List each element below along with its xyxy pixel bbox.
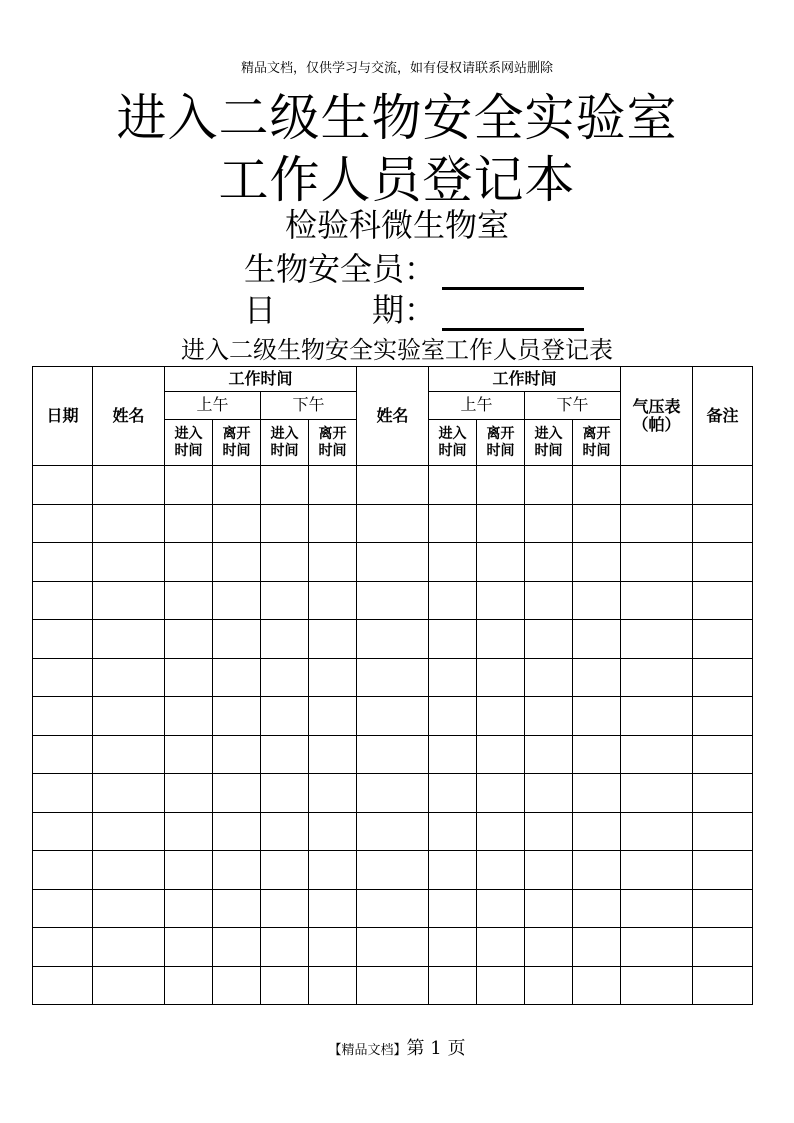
table-cell[interactable]: [261, 851, 309, 890]
table-cell[interactable]: [261, 543, 309, 582]
table-cell[interactable]: [429, 466, 477, 505]
table-cell[interactable]: [477, 928, 525, 967]
table-cell[interactable]: [261, 581, 309, 620]
table-cell[interactable]: [525, 658, 573, 697]
header-leave-time: 离开 时间: [309, 420, 357, 466]
table-cell[interactable]: [693, 735, 753, 774]
table-row: [33, 543, 753, 582]
table-body: [33, 466, 753, 1005]
table-cell[interactable]: [429, 812, 477, 851]
registration-table: [32, 366, 753, 1005]
table-cell[interactable]: [621, 928, 693, 967]
table-cell[interactable]: [525, 966, 573, 1005]
table-cell[interactable]: [261, 466, 309, 505]
table-cell[interactable]: [309, 966, 357, 1005]
header-afternoon-2: 下午: [525, 392, 621, 420]
table-cell[interactable]: [621, 658, 693, 697]
table-cell[interactable]: [165, 620, 213, 659]
header-afternoon-1: 下午: [261, 392, 357, 420]
table-cell[interactable]: [525, 889, 573, 928]
table-cell[interactable]: [33, 697, 93, 736]
table-cell[interactable]: [261, 966, 309, 1005]
table-cell[interactable]: [93, 966, 165, 1005]
table-cell[interactable]: [477, 658, 525, 697]
table-cell[interactable]: [213, 774, 261, 813]
table-cell[interactable]: [693, 504, 753, 543]
table-cell[interactable]: [429, 966, 477, 1005]
table-cell[interactable]: [357, 889, 429, 928]
table-cell[interactable]: [93, 928, 165, 967]
table-cell[interactable]: [477, 504, 525, 543]
table-cell[interactable]: [693, 658, 753, 697]
header-remarks: 备注: [693, 367, 753, 466]
table-cell[interactable]: [213, 697, 261, 736]
table-cell[interactable]: [429, 581, 477, 620]
table-cell[interactable]: [621, 504, 693, 543]
table-cell[interactable]: [213, 543, 261, 582]
table-cell[interactable]: [525, 928, 573, 967]
table-cell[interactable]: [525, 543, 573, 582]
table-cell[interactable]: [309, 889, 357, 928]
table-cell[interactable]: [525, 735, 573, 774]
table-cell[interactable]: [261, 812, 309, 851]
header-pressure: [621, 367, 693, 466]
table-cell[interactable]: [261, 735, 309, 774]
table-row: [33, 966, 753, 1005]
table-cell[interactable]: [309, 774, 357, 813]
table-cell[interactable]: [429, 697, 477, 736]
table-cell[interactable]: [621, 581, 693, 620]
table-cell[interactable]: [357, 851, 429, 890]
table-cell[interactable]: [477, 774, 525, 813]
date-label-part-1: 日: [244, 291, 277, 329]
table-cell[interactable]: [693, 543, 753, 582]
table-cell[interactable]: [429, 658, 477, 697]
table-cell[interactable]: [261, 774, 309, 813]
table-row: [33, 735, 753, 774]
table-cell[interactable]: [33, 928, 93, 967]
table-cell[interactable]: [573, 504, 621, 543]
table-cell[interactable]: [621, 735, 693, 774]
table-cell[interactable]: [33, 774, 93, 813]
table-cell[interactable]: [309, 735, 357, 774]
header-morning-2: 上午: [429, 392, 525, 420]
table-cell[interactable]: [357, 543, 429, 582]
table-cell[interactable]: [429, 889, 477, 928]
table-cell[interactable]: [165, 966, 213, 1005]
table-cell[interactable]: [357, 581, 429, 620]
table-cell[interactable]: [621, 466, 693, 505]
table-cell[interactable]: [93, 735, 165, 774]
table-cell[interactable]: [693, 774, 753, 813]
table-cell[interactable]: [93, 697, 165, 736]
table-cell[interactable]: [213, 581, 261, 620]
table-cell[interactable]: [429, 620, 477, 659]
page-number: 第 1 页: [406, 1038, 466, 1059]
table-cell[interactable]: [93, 620, 165, 659]
table-cell[interactable]: [33, 889, 93, 928]
table-cell[interactable]: [213, 851, 261, 890]
table-cell[interactable]: [213, 658, 261, 697]
table-cell[interactable]: [357, 735, 429, 774]
table-cell[interactable]: [573, 774, 621, 813]
table-cell[interactable]: [357, 504, 429, 543]
header-work-time-2: 工作时间: [429, 367, 621, 392]
table-cell[interactable]: [309, 851, 357, 890]
table-cell[interactable]: [93, 812, 165, 851]
header-leave-time: 离开 时间: [477, 420, 525, 466]
table-cell[interactable]: [693, 620, 753, 659]
table-cell[interactable]: [477, 851, 525, 890]
table-cell[interactable]: [477, 812, 525, 851]
date-label-part-2: 期：: [372, 291, 437, 329]
table-cell[interactable]: [573, 658, 621, 697]
table-cell[interactable]: [573, 620, 621, 659]
table-cell[interactable]: [33, 966, 93, 1005]
table-cell[interactable]: [165, 581, 213, 620]
table-cell[interactable]: [33, 851, 93, 890]
header-enter-time: 进入 时间: [261, 420, 309, 466]
document-title-line-1: 进入二级生物安全实验室: [116, 89, 678, 147]
safety-officer-label: 生物安全员：: [244, 250, 437, 288]
safety-officer-field: [244, 244, 584, 290]
table-row: [33, 928, 753, 967]
table-cell[interactable]: [621, 889, 693, 928]
table-cell[interactable]: [33, 620, 93, 659]
table-cell[interactable]: [309, 658, 357, 697]
table-cell[interactable]: [165, 928, 213, 967]
table-cell[interactable]: [573, 851, 621, 890]
table-cell[interactable]: [33, 581, 93, 620]
table-cell[interactable]: [525, 466, 573, 505]
header-pressure-line-1: 气压表: [632, 396, 681, 416]
table-cell[interactable]: [309, 466, 357, 505]
table-cell[interactable]: [261, 504, 309, 543]
table-cell[interactable]: [33, 658, 93, 697]
table-cell[interactable]: [573, 581, 621, 620]
table-cell[interactable]: [357, 620, 429, 659]
table-row: [33, 851, 753, 890]
table-cell[interactable]: [213, 735, 261, 774]
table-cell[interactable]: [693, 581, 753, 620]
table-cell[interactable]: [33, 735, 93, 774]
table-cell[interactable]: [693, 812, 753, 851]
table-cell[interactable]: [573, 812, 621, 851]
table-cell[interactable]: [165, 812, 213, 851]
table-cell[interactable]: [309, 812, 357, 851]
table-cell[interactable]: [357, 697, 429, 736]
table-cell[interactable]: [165, 851, 213, 890]
table-cell[interactable]: [33, 812, 93, 851]
table-cell[interactable]: [33, 466, 93, 505]
header-enter-time: 进入 时间: [525, 420, 573, 466]
table-row: [33, 889, 753, 928]
table-cell[interactable]: [165, 466, 213, 505]
header-name-2: 姓名: [357, 367, 429, 466]
table-row: [33, 581, 753, 620]
table-cell[interactable]: [621, 774, 693, 813]
header-enter-time: 进入 时间: [165, 420, 213, 466]
table-cell[interactable]: [621, 851, 693, 890]
table-cell[interactable]: [93, 466, 165, 505]
table-cell[interactable]: [693, 889, 753, 928]
table-cell[interactable]: [573, 735, 621, 774]
table-cell[interactable]: [477, 620, 525, 659]
table-cell[interactable]: [477, 697, 525, 736]
header-date: 日期: [33, 367, 93, 466]
table-cell[interactable]: [213, 466, 261, 505]
table-cell[interactable]: [357, 774, 429, 813]
table-cell[interactable]: [525, 581, 573, 620]
table-cell[interactable]: [573, 928, 621, 967]
table-cell[interactable]: [165, 543, 213, 582]
footer-tag: 【精品文档】: [328, 1043, 407, 1058]
table-cell[interactable]: [213, 504, 261, 543]
header-name-1: 姓名: [93, 367, 165, 466]
table-row: [33, 697, 753, 736]
table-cell[interactable]: [309, 928, 357, 967]
table-cell[interactable]: [261, 928, 309, 967]
table-cell[interactable]: [693, 697, 753, 736]
header-pressure-line-2: （帕）: [632, 415, 681, 434]
table-cell[interactable]: [429, 774, 477, 813]
table-cell[interactable]: [429, 543, 477, 582]
table-cell[interactable]: [525, 774, 573, 813]
page-footer: [0, 1034, 794, 1060]
table-cell[interactable]: [93, 581, 165, 620]
header-morning-1: 上午: [165, 392, 261, 420]
date-blank-line: [442, 292, 584, 331]
table-cell[interactable]: [309, 504, 357, 543]
table-cell[interactable]: [429, 504, 477, 543]
date-field: [244, 285, 584, 331]
watermark-text: 精品文档，仅供学习与交流，如有侵权请联系网站删除: [240, 61, 553, 76]
header-leave-time: 离开 时间: [213, 420, 261, 466]
table-cell[interactable]: [525, 851, 573, 890]
document-title-line-2: 工作人员登记本: [218, 151, 576, 209]
table-cell[interactable]: [477, 889, 525, 928]
table-cell[interactable]: [573, 966, 621, 1005]
table-cell[interactable]: [357, 812, 429, 851]
table-cell[interactable]: [93, 889, 165, 928]
table-cell[interactable]: [165, 889, 213, 928]
table-cell[interactable]: [33, 543, 93, 582]
table-cell[interactable]: [525, 812, 573, 851]
table-cell[interactable]: [621, 620, 693, 659]
table-cell[interactable]: [165, 774, 213, 813]
table-cell[interactable]: [309, 581, 357, 620]
table-cell[interactable]: [93, 851, 165, 890]
header-row-1: [33, 367, 753, 392]
table-cell[interactable]: [573, 697, 621, 736]
table-cell[interactable]: [165, 697, 213, 736]
table-cell[interactable]: [429, 735, 477, 774]
table-cell[interactable]: [621, 812, 693, 851]
header-work-time-1: 工作时间: [165, 367, 357, 392]
table-row: [33, 466, 753, 505]
table-row: [33, 504, 753, 543]
table-cell[interactable]: [477, 581, 525, 620]
table-cell[interactable]: [165, 658, 213, 697]
table-cell[interactable]: [165, 735, 213, 774]
header-leave-time: 离开 时间: [573, 420, 621, 466]
table-cell[interactable]: [525, 697, 573, 736]
table-cell[interactable]: [93, 504, 165, 543]
table-cell[interactable]: [357, 658, 429, 697]
table-cell[interactable]: [309, 620, 357, 659]
table-cell[interactable]: [573, 889, 621, 928]
table-cell[interactable]: [213, 889, 261, 928]
table-cell[interactable]: [357, 466, 429, 505]
table-title: 进入二级生物安全实验室工作人员登记表: [181, 336, 613, 364]
table-cell[interactable]: [693, 466, 753, 505]
table-cell[interactable]: [693, 966, 753, 1005]
table-cell[interactable]: [693, 851, 753, 890]
table-cell[interactable]: [213, 966, 261, 1005]
table-cell[interactable]: [165, 504, 213, 543]
table-cell[interactable]: [693, 928, 753, 967]
table-cell[interactable]: [213, 620, 261, 659]
table-cell[interactable]: [357, 928, 429, 967]
table-cell[interactable]: [309, 697, 357, 736]
table-cell[interactable]: [573, 543, 621, 582]
table-cell[interactable]: [621, 966, 693, 1005]
table-cell[interactable]: [357, 966, 429, 1005]
department-subtitle: 检验科微生物室: [284, 206, 509, 244]
table-cell[interactable]: [93, 543, 165, 582]
table-cell[interactable]: [621, 697, 693, 736]
header-enter-time: 进入 时间: [429, 420, 477, 466]
table-cell[interactable]: [477, 966, 525, 1005]
table-cell[interactable]: [573, 466, 621, 505]
table-cell[interactable]: [33, 504, 93, 543]
table-cell[interactable]: [213, 928, 261, 967]
table-cell[interactable]: [93, 774, 165, 813]
table-cell[interactable]: [261, 658, 309, 697]
table-cell[interactable]: [93, 658, 165, 697]
table-row: [33, 658, 753, 697]
table-cell[interactable]: [477, 466, 525, 505]
table-cell[interactable]: [309, 543, 357, 582]
table-cell[interactable]: [429, 928, 477, 967]
table-cell[interactable]: [261, 889, 309, 928]
table-cell[interactable]: [525, 504, 573, 543]
table-cell[interactable]: [261, 620, 309, 659]
table-cell[interactable]: [621, 543, 693, 582]
table-cell[interactable]: [477, 735, 525, 774]
table-cell[interactable]: [525, 620, 573, 659]
table-cell[interactable]: [261, 697, 309, 736]
table-row: [33, 620, 753, 659]
table-row: [33, 812, 753, 851]
table-row: [33, 774, 753, 813]
table-cell[interactable]: [477, 543, 525, 582]
table-cell[interactable]: [213, 812, 261, 851]
table-cell[interactable]: [429, 851, 477, 890]
